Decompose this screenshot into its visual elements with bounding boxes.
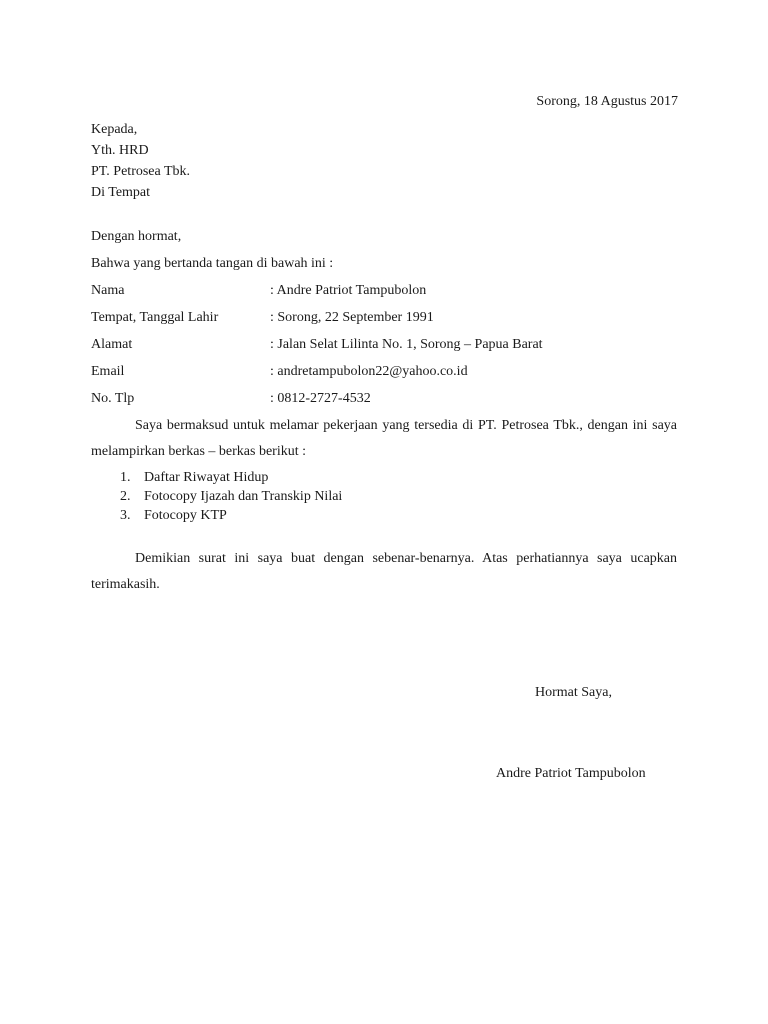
data-label: Tempat, Tanggal Lahir [91,310,219,325]
closing-salutation: Hormat Saya, [535,685,612,700]
purpose-text: Saya bermaksud untuk melamar pekerjaan yang tersedia di PT. Petrosea Tbk., dengan ini saya melampirkan berkas – berkas berikut : [91,418,677,459]
purpose-paragraph [91,413,677,465]
recipient-line: Di Tempat [91,185,151,200]
data-label: Nama [91,283,125,298]
recipient-block [91,119,190,203]
signature-name: Andre Patriot Tampubolon [496,766,646,781]
recipient-line: Kepada, [91,122,138,137]
list-text: Daftar Riwayat Hidup [144,470,269,485]
data-label: No. Tlp [91,391,135,406]
recipient-line: Yth. HRD [91,143,149,158]
list-text: Fotocopy Ijazah dan Transkip Nilai [144,489,343,504]
list-number: 2. [120,489,131,504]
greeting: Dengan hormat, [91,229,182,244]
data-value: : andretampubolon22@yahoo.co.id [270,364,468,379]
data-value: : Jalan Selat Lilinta No. 1, Sorong – Papua Barat [270,337,543,352]
list-number: 3. [120,508,131,523]
data-value: : 0812-2727-4532 [270,391,371,406]
list-number: 1. [120,470,131,485]
closing-paragraph [91,546,677,598]
list-text: Fotocopy KTP [144,508,227,523]
data-value: : Sorong, 22 September 1991 [270,310,434,325]
data-value: : Andre Patriot Tampubolon [270,283,427,298]
data-label: Alamat [91,337,133,352]
intro-line: Bahwa yang bertanda tangan di bawah ini : [91,256,334,271]
closing-text: Demikian surat ini saya buat dengan sebenar-benarnya. Atas perhatiannya saya ucapkan terimakasih. [91,551,677,592]
place-date: Sorong, 18 Agustus 2017 [536,94,678,109]
recipient-line: PT. Petrosea Tbk. [91,164,191,179]
data-label: Email [91,364,125,379]
